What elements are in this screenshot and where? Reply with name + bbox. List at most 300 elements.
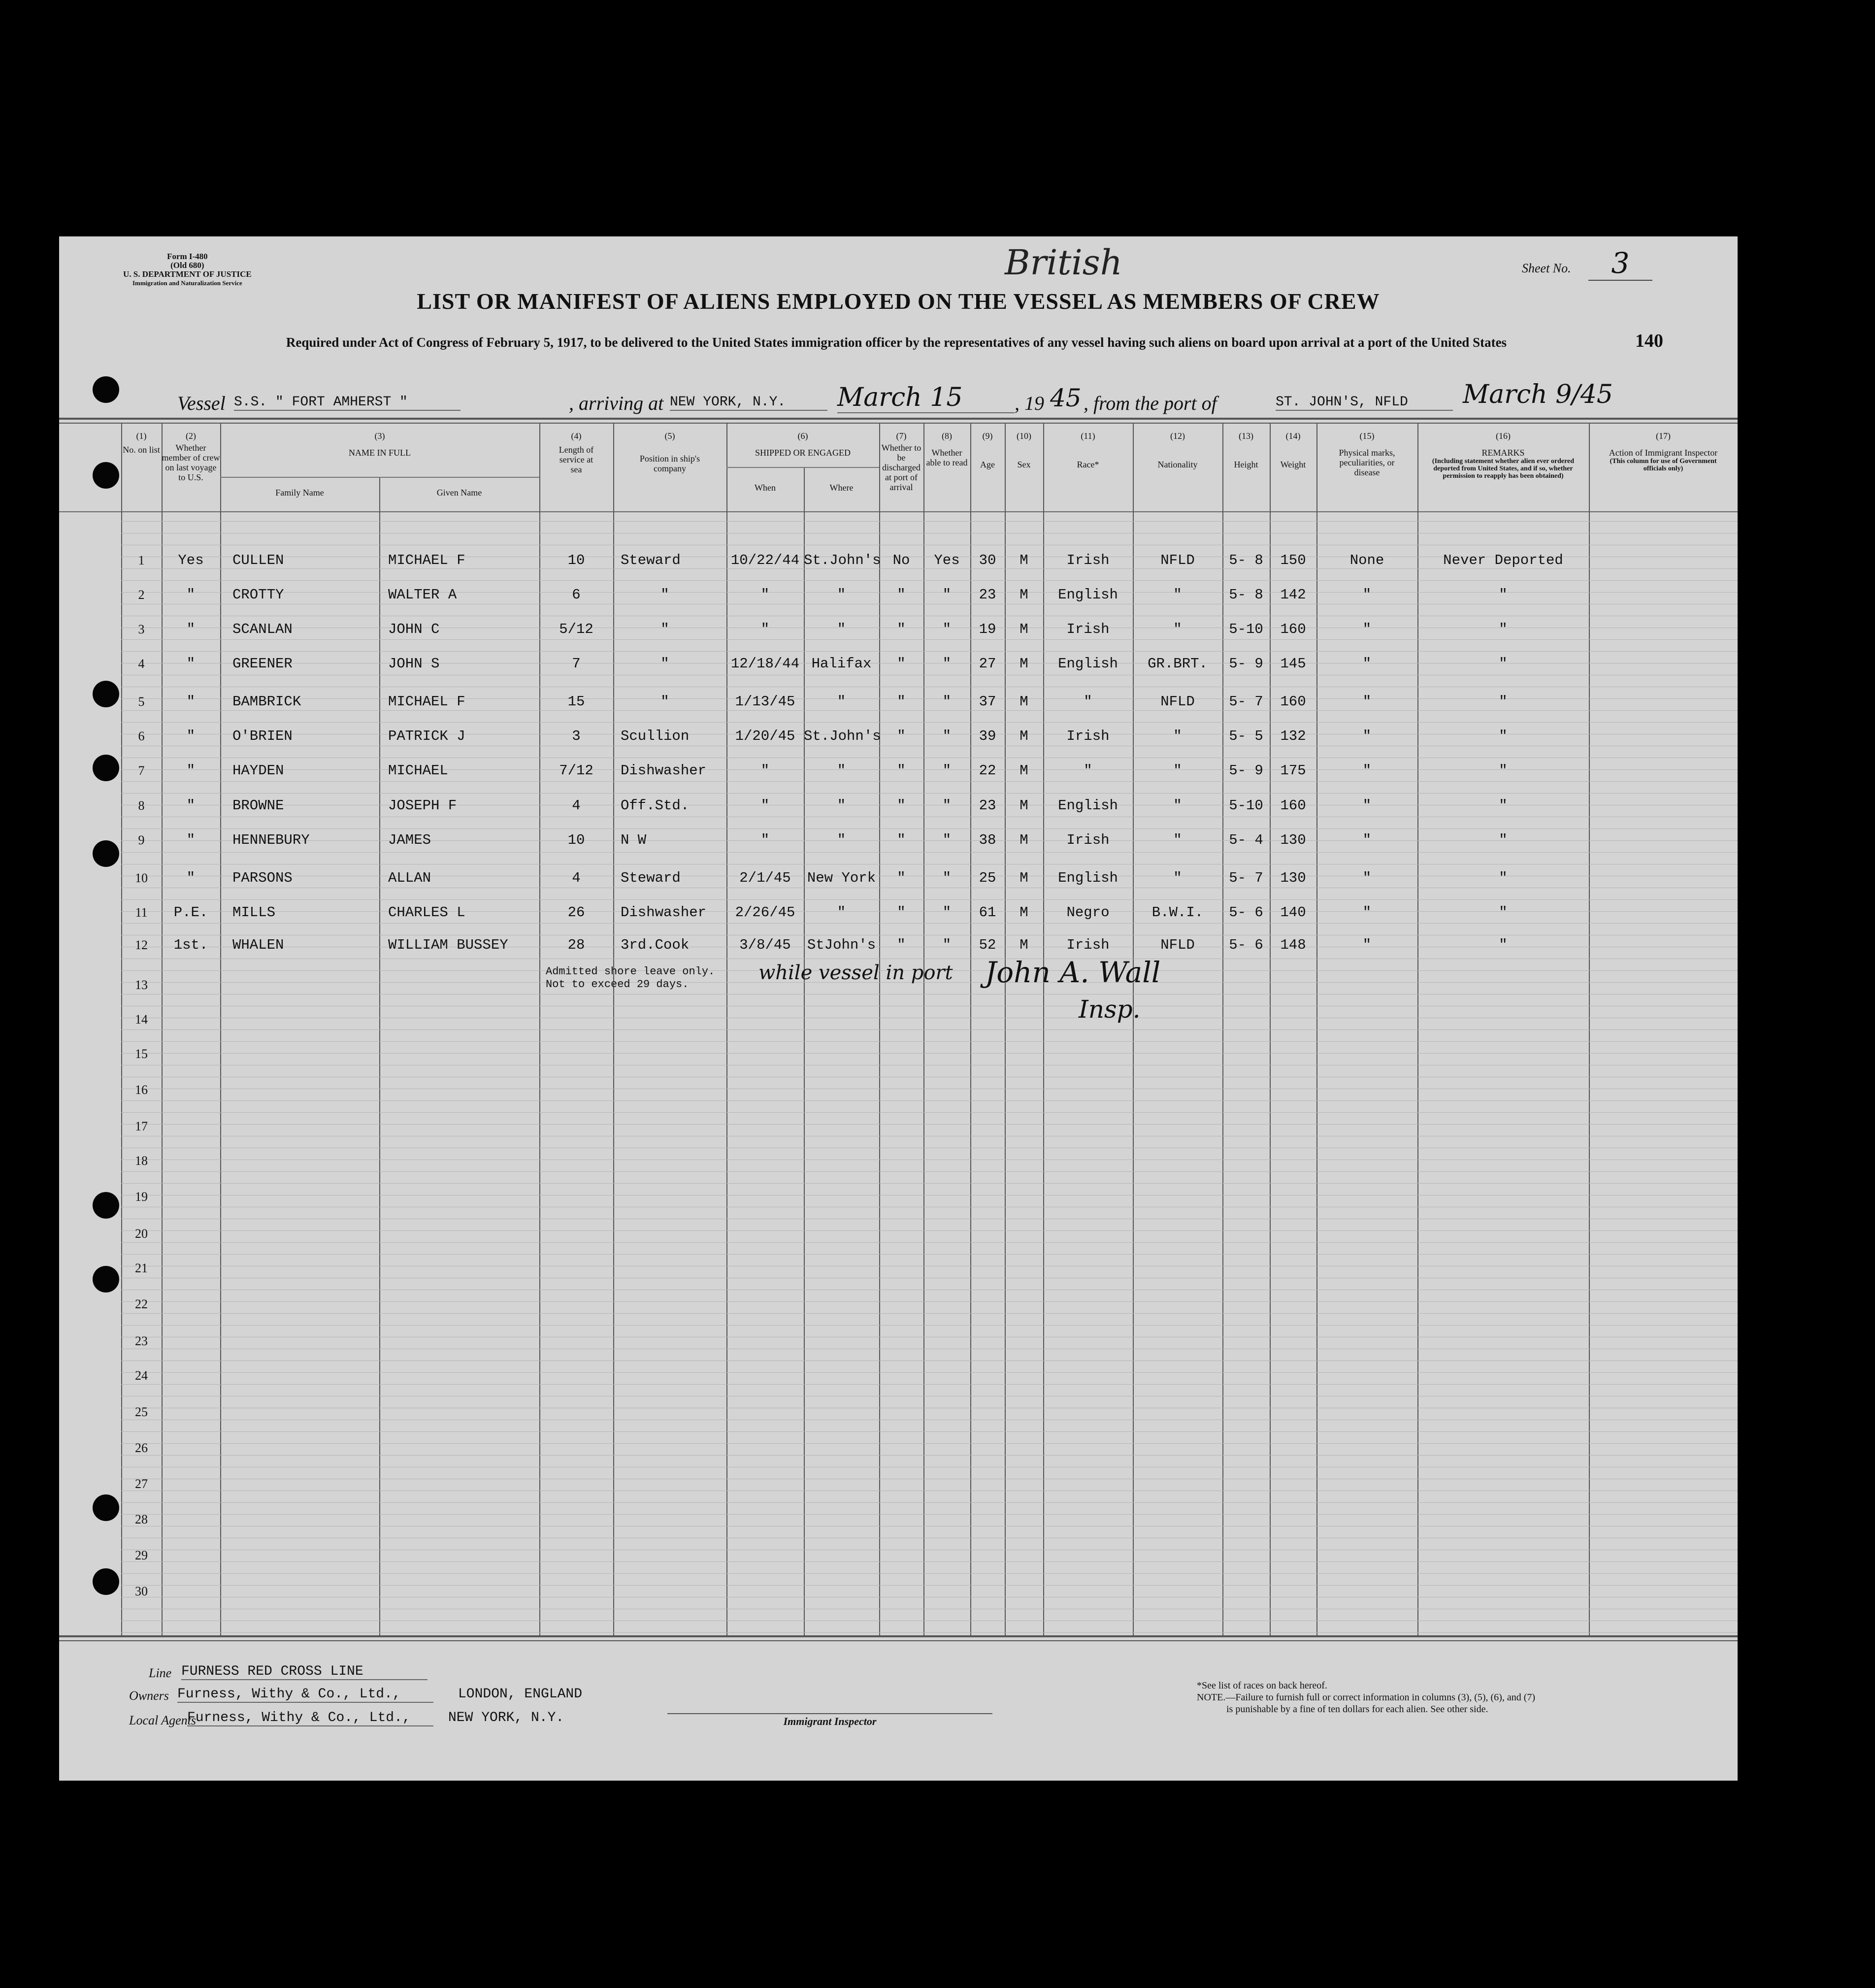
shipped-when: 3/8/45 [739, 937, 791, 953]
last-voyage: " [186, 762, 196, 779]
remarks: " [1499, 870, 1508, 886]
discharged: " [897, 694, 906, 710]
row-number: 19 [135, 1190, 148, 1204]
remarks: " [1499, 694, 1508, 710]
nationality: NFLD [1160, 937, 1195, 953]
line-label: Line [149, 1666, 172, 1680]
local-agents-city: NEW YORK, N.Y. [448, 1710, 564, 1725]
age: 22 [979, 762, 996, 779]
row-number: 14 [135, 1012, 148, 1027]
able-to-read: " [942, 621, 952, 637]
service-length: 3 [572, 728, 581, 744]
race: " [1084, 694, 1092, 710]
remarks: " [1499, 728, 1508, 744]
able-to-read: Yes [934, 552, 960, 568]
discharged: " [897, 656, 906, 672]
local-agents-label: Local Agents [129, 1713, 197, 1727]
discharged: " [897, 870, 906, 886]
remarks: " [1499, 621, 1508, 637]
shipped-where: StJohn's [807, 937, 876, 953]
penalty-note-1: NOTE.—Failure to furnish full or correct information in columns (3), (5), (6), and (7) [1197, 1692, 1536, 1703]
remarks: " [1499, 762, 1508, 779]
col-header-13: (13) Height [1234, 431, 1258, 469]
height: 5-10 [1229, 621, 1263, 637]
row-number: 20 [135, 1226, 148, 1241]
binder-hole [93, 1568, 119, 1595]
owners-value: Furness, Withy & Co., Ltd., [177, 1687, 433, 1703]
sex: M [1020, 587, 1028, 603]
manifest-title: LIST OR MANIFEST OF ALIENS EMPLOYED ON THE VESSEL AS MEMBERS OF CREW [417, 289, 1380, 314]
ruled-line [121, 1502, 1738, 1503]
row-number: 2 [138, 588, 145, 602]
family-name: HENNEBURY [232, 832, 310, 848]
inspector-title: Insp. [1079, 995, 1141, 1024]
family-name: WHALEN [232, 937, 284, 953]
arrival-date: March 15 [837, 383, 1015, 413]
discharged: " [897, 621, 906, 637]
shipped-where: " [837, 587, 846, 603]
table-row [59, 686, 1738, 720]
last-voyage: " [186, 587, 196, 603]
able-to-read: " [942, 937, 952, 953]
col-header-4: (4) Length of service at sea [559, 431, 594, 474]
physical-marks: " [1362, 762, 1372, 779]
shipped-subheader-line [726, 467, 879, 468]
table-top-border [59, 423, 1738, 424]
manifest-sheet [59, 236, 1738, 1781]
race: Irish [1066, 552, 1110, 568]
form-number: Form I-480 [167, 252, 208, 261]
height: 5- 6 [1229, 904, 1263, 921]
weight: 160 [1280, 797, 1306, 814]
family-name: HAYDEN [232, 762, 284, 779]
position: " [660, 587, 669, 603]
from-port-label: , from the port of [1084, 392, 1217, 414]
col-header-7: (7) Whether to be discharged at port of arrival [881, 431, 921, 492]
given-name: JOHN C [388, 621, 440, 637]
col-header-2: (2) Whether member of crew on last voyage to U.S. [162, 431, 220, 482]
ruled-line [121, 1100, 1738, 1101]
ruled-line [121, 1431, 1738, 1432]
weight: 160 [1280, 694, 1306, 710]
ruled-line [121, 1171, 1738, 1172]
col-header-3: (3) NAME IN FULL [349, 431, 411, 458]
age: 23 [979, 587, 996, 603]
sex: M [1020, 762, 1028, 779]
family-name: O'BRIEN [232, 728, 293, 744]
age: 25 [979, 870, 996, 886]
race: English [1058, 587, 1118, 603]
discharged: " [897, 832, 906, 848]
family-name: MILLS [232, 904, 276, 921]
footer-notes [1197, 1680, 1535, 1715]
table-row [59, 824, 1738, 859]
shipped-when: 12/18/44 [730, 656, 800, 672]
able-to-read: " [942, 870, 952, 886]
remarks: Never Deported [1443, 552, 1563, 568]
age: 27 [979, 656, 996, 672]
last-voyage: Yes [178, 552, 204, 568]
height: 5- 5 [1229, 728, 1263, 744]
given-name: WALTER A [388, 587, 457, 603]
sex: M [1020, 937, 1028, 953]
col-header-10: (10) Sex [1017, 431, 1031, 469]
row-number: 21 [135, 1261, 148, 1275]
shipped-when: 2/26/45 [735, 904, 795, 921]
shore-leave-note [546, 965, 715, 991]
height: 5- 9 [1229, 762, 1263, 779]
physical-marks: None [1349, 552, 1384, 568]
remarks: " [1499, 656, 1508, 672]
ruled-line [121, 1313, 1738, 1314]
sex: M [1020, 832, 1028, 848]
weight: 148 [1280, 937, 1306, 953]
penalty-note-2: is punishable by a fine of ten dollars for each alien. See other side. [1226, 1704, 1488, 1715]
col-header-12: (12) Nationality [1157, 431, 1198, 469]
owners-city: LONDON, ENGLAND [458, 1687, 583, 1702]
family-name: BAMBRICK [232, 694, 301, 710]
given-name: MICHAEL F [388, 694, 465, 710]
sex: M [1020, 904, 1028, 921]
weight: 160 [1280, 621, 1306, 637]
table-row [59, 755, 1738, 789]
shipped-where: St.John's [804, 552, 881, 568]
col-header-1: (1) No. on list [123, 431, 160, 455]
nationality: " [1173, 832, 1182, 848]
ruled-line [121, 1561, 1738, 1562]
race: Irish [1066, 937, 1110, 953]
shipped-where: " [837, 694, 846, 710]
service-length: 4 [572, 797, 581, 814]
shipped-where: New York [807, 870, 876, 886]
given-name: JOSEPH F [388, 797, 457, 814]
table-row [59, 579, 1738, 613]
race: English [1058, 656, 1118, 672]
nationality: " [1173, 797, 1182, 814]
row-number: 11 [135, 905, 148, 920]
discharged: " [897, 904, 906, 921]
physical-marks: " [1362, 937, 1372, 953]
col-header-8: (8) Whether able to read [926, 431, 968, 467]
discharged: " [897, 762, 906, 779]
manifest-subtitle: Required under Act of Congress of February 5, 1917, to be delivered to the United States immigration officer by the representatives of any vessel having such aliens on board upon arrival at a port of the United States [286, 335, 1507, 350]
row-number: 1 [138, 553, 145, 567]
age: 30 [979, 552, 996, 568]
able-to-read: " [942, 694, 952, 710]
race: English [1058, 797, 1118, 814]
binder-hole [93, 376, 119, 403]
position: Dishwasher [621, 762, 707, 779]
table-row [59, 862, 1738, 896]
family-name: SCANLAN [232, 621, 293, 637]
form-old-number: (Old 680) [170, 261, 204, 270]
nationality: " [1173, 870, 1182, 886]
stamp-number: 140 [1635, 331, 1663, 351]
height: 5- 8 [1229, 587, 1263, 603]
shipped-when: 10/22/44 [730, 552, 800, 568]
sheet-label: Sheet No. [1522, 261, 1571, 275]
given-name: MICHAEL F [388, 552, 465, 568]
line-value: FURNESS RED CROSS LINE [181, 1664, 428, 1680]
physical-marks: " [1362, 587, 1372, 603]
nationality: GR.BRT. [1148, 656, 1208, 672]
service-length: 6 [572, 587, 581, 603]
name-subheader-line [220, 477, 539, 478]
last-voyage: P.E. [173, 904, 208, 921]
ruled-line [121, 1443, 1738, 1444]
row-number: 8 [138, 798, 145, 813]
ruled-line [121, 1124, 1738, 1125]
form-department: U. S. DEPARTMENT OF JUSTICE [123, 269, 252, 279]
ruled-line [121, 1183, 1738, 1184]
ruled-line [121, 1632, 1738, 1633]
position: Steward [621, 552, 681, 568]
nationality: " [1173, 728, 1182, 744]
physical-marks: " [1362, 656, 1372, 672]
row-number: 22 [135, 1297, 148, 1311]
height: 5-10 [1229, 797, 1263, 814]
able-to-read: " [942, 762, 952, 779]
family-name: CROTTY [232, 587, 284, 603]
races-note: *See list of races on back hereof. [1197, 1680, 1327, 1691]
family-name: CULLEN [232, 552, 284, 568]
row-number: 15 [135, 1047, 148, 1061]
position: 3rd.Cook [621, 937, 690, 953]
col-header-14: (14) Weight [1280, 431, 1306, 469]
given-name-header: Given Name [436, 488, 482, 497]
col-header-15: (15) Physical marks, peculiarities, or disease [1339, 431, 1395, 477]
ruled-line [121, 1360, 1738, 1361]
age: 61 [979, 904, 996, 921]
sex: M [1020, 656, 1028, 672]
given-name: MICHAEL [388, 762, 448, 779]
row-number: 29 [135, 1548, 148, 1562]
last-voyage: " [186, 694, 196, 710]
shipped-when: 1/13/45 [735, 694, 795, 710]
given-name: CHARLES L [388, 904, 465, 921]
ruled-line [121, 1573, 1738, 1574]
row-number: 18 [135, 1154, 148, 1168]
shipped-where: " [837, 832, 846, 848]
discharged: " [897, 587, 906, 603]
shipped-when: " [760, 762, 770, 779]
handwritten-annotation: while vessel in port [758, 961, 953, 984]
remarks: " [1499, 587, 1508, 603]
row-number: 17 [135, 1119, 148, 1133]
able-to-read: " [942, 587, 952, 603]
given-name: ALLAN [388, 870, 431, 886]
shipped-where: " [837, 621, 846, 637]
form-id-block [123, 252, 252, 288]
shipped-where: " [837, 797, 846, 814]
height: 5- 7 [1229, 870, 1263, 886]
row-number: 26 [135, 1441, 148, 1455]
ruled-line [121, 1242, 1738, 1243]
table-row [59, 896, 1738, 931]
vessel-line [177, 380, 1704, 416]
col-header-17: (17) Action of Immigrant Inspector (This column for use of Government officials only) [1609, 431, 1718, 472]
age: 19 [979, 621, 996, 637]
sheet-number: 3 [1588, 246, 1652, 281]
col-header-11: (11) Race* [1077, 431, 1099, 469]
departure-date: March 9/45 [1463, 380, 1613, 409]
ruled-line [121, 1029, 1738, 1030]
row-number: 9 [138, 833, 145, 847]
able-to-read: " [942, 728, 952, 744]
able-to-read: " [942, 656, 952, 672]
binder-hole [93, 1266, 119, 1292]
weight: 132 [1280, 728, 1306, 744]
from-port: ST. JOHN'S, NFLD [1276, 395, 1453, 411]
vessel-name: S.S. " FORT AMHERST " [234, 395, 461, 411]
nationality: " [1173, 621, 1182, 637]
physical-marks: " [1362, 904, 1372, 921]
weight: 130 [1280, 832, 1306, 848]
shipped-when: " [760, 832, 770, 848]
ruled-line [121, 1372, 1738, 1373]
able-to-read: " [942, 797, 952, 814]
manifest-footer [59, 1655, 1738, 1773]
race: Irish [1066, 728, 1110, 744]
given-name: JOHN S [388, 656, 440, 672]
row-number: 27 [135, 1477, 148, 1491]
nationality: NFLD [1160, 552, 1195, 568]
discharged: " [897, 937, 906, 953]
service-length: 15 [567, 694, 585, 710]
race: English [1058, 870, 1118, 886]
position: N W [621, 832, 647, 848]
table-row [59, 613, 1738, 648]
last-voyage: " [186, 832, 196, 848]
position: Dishwasher [621, 904, 707, 921]
row-number: 13 [135, 978, 148, 992]
binder-hole [93, 1192, 119, 1219]
height: 5- 4 [1229, 832, 1263, 848]
shipped-when: 1/20/45 [735, 728, 795, 744]
nationality: NFLD [1160, 694, 1195, 710]
service-length: 7 [572, 656, 581, 672]
ruled-line [121, 1301, 1738, 1302]
vessel-label: Vessel [177, 392, 226, 414]
family-name: BROWNE [232, 797, 284, 814]
row-number: 7 [138, 763, 145, 778]
row-number: 10 [135, 871, 148, 885]
race: " [1084, 762, 1092, 779]
family-name: GREENER [232, 656, 293, 672]
weight: 145 [1280, 656, 1306, 672]
family-name-header: Family Name [275, 488, 324, 497]
last-voyage: " [186, 728, 196, 744]
table-row [59, 790, 1738, 824]
owners-label: Owners [129, 1689, 169, 1703]
physical-marks: " [1362, 728, 1372, 744]
physical-marks: " [1362, 797, 1372, 814]
header-bottom-border [59, 511, 1738, 512]
binder-hole [93, 462, 119, 489]
shore-leave-line-1: Admitted shore leave only. [546, 965, 715, 978]
col-header-6: (6) SHIPPED OR ENGAGED [755, 431, 851, 458]
row-number: 12 [135, 938, 148, 952]
shipped-where: Halifax [811, 656, 872, 672]
position: Off.Std. [621, 797, 690, 814]
last-voyage: " [186, 797, 196, 814]
sex: M [1020, 728, 1028, 744]
shore-leave-line-2: Not to exceed 29 days. [546, 978, 689, 991]
nationality: " [1173, 762, 1182, 779]
row-number: 6 [138, 729, 145, 743]
inspector-signature-line [667, 1713, 992, 1714]
table-row [59, 720, 1738, 755]
service-length: 10 [567, 552, 585, 568]
ruled-line [121, 1254, 1738, 1255]
row-number: 3 [138, 622, 145, 636]
sex: M [1020, 797, 1028, 814]
form-service: Immigration and Naturalization Service [132, 279, 242, 287]
service-length: 28 [567, 937, 585, 953]
row-number: 16 [135, 1083, 148, 1097]
shipped-when: " [760, 797, 770, 814]
service-length: 26 [567, 904, 585, 921]
sex: M [1020, 694, 1028, 710]
remarks: " [1499, 904, 1508, 921]
position: " [660, 656, 669, 672]
remarks: " [1499, 937, 1508, 953]
row-number: 5 [138, 695, 145, 709]
age: 52 [979, 937, 996, 953]
age: 37 [979, 694, 996, 710]
sex: M [1020, 552, 1028, 568]
year-prefix: , 19 [1015, 392, 1044, 414]
given-name: WILLIAM BUSSEY [388, 937, 508, 953]
row-number: 23 [135, 1334, 148, 1348]
discharged: " [897, 728, 906, 744]
when-header: When [755, 483, 776, 493]
physical-marks: " [1362, 832, 1372, 848]
table-top-border [59, 418, 1738, 420]
remarks: " [1499, 832, 1508, 848]
shipped-where: " [837, 762, 846, 779]
position: " [660, 621, 669, 637]
table-row [59, 648, 1738, 682]
table-bottom-border [59, 1640, 1738, 1641]
table-bottom-border [59, 1635, 1738, 1637]
col-header-9: (9) Age [980, 431, 995, 469]
shipped-when: " [760, 621, 770, 637]
ruled-line [121, 1230, 1738, 1231]
physical-marks: " [1362, 694, 1372, 710]
row-number: 24 [135, 1368, 148, 1383]
row-number: 30 [135, 1584, 148, 1598]
service-length: 5/12 [559, 621, 593, 637]
nationality: B.W.I. [1151, 904, 1204, 921]
able-to-read: " [942, 832, 952, 848]
binder-hole [93, 1494, 119, 1521]
height: 5- 7 [1229, 694, 1263, 710]
arriving-label: , arriving at [569, 392, 664, 414]
ruled-line [121, 1053, 1738, 1054]
shipped-when: 2/1/45 [739, 870, 791, 886]
ruled-line [121, 1514, 1738, 1515]
shipped-when: " [760, 587, 770, 603]
race: Negro [1066, 904, 1110, 921]
weight: 140 [1280, 904, 1306, 921]
row-number: 25 [135, 1405, 148, 1419]
race: Irish [1066, 621, 1110, 637]
table-row [59, 544, 1738, 579]
col-header-16: (16) REMARKS (Including statement whether alien ever ordered deported from United States, and if so, whether permission to reapply has been obtained) [1432, 431, 1575, 480]
position: Steward [621, 870, 681, 886]
family-name: PARSONS [232, 870, 293, 886]
